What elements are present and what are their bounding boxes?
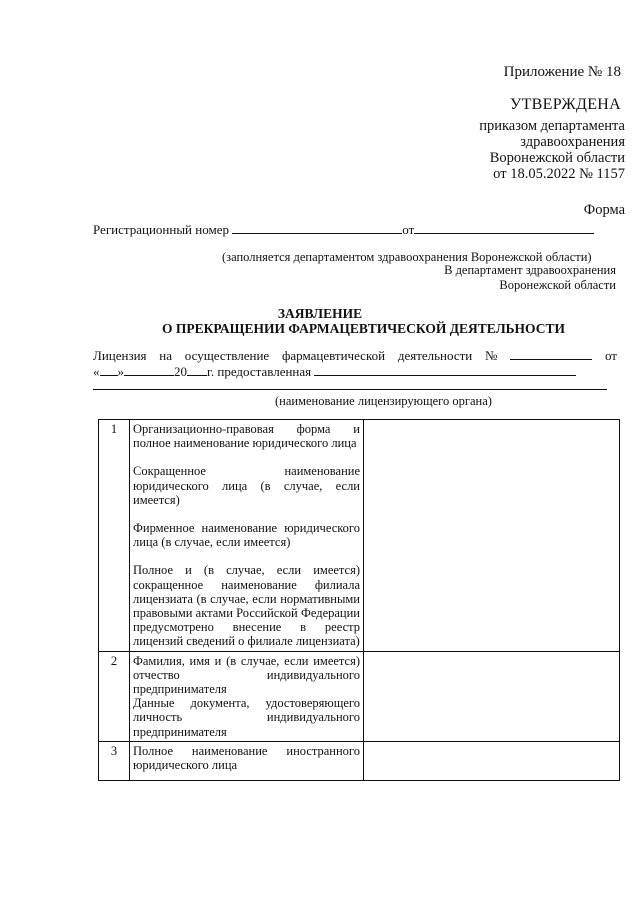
appendix-number: Приложение № 18 [503, 64, 621, 80]
row-paragraph: Полное и (в случае, если имеется) сокращенное наименование филиала лицензиата (в случае, если нормативными правовыми актами Российской Федерации предусмотрено внесение в реестр лицензий сведений о филиале лицензиата) [133, 563, 360, 649]
registration-from-label: от [402, 222, 415, 237]
row-value-cell[interactable] [364, 741, 620, 780]
fill-note: (заполняется департаментом здравоохранения Воронежской области) [222, 250, 592, 264]
date-close-quote: » [117, 364, 124, 379]
row-value-cell[interactable] [364, 420, 620, 652]
row-description [130, 420, 364, 652]
registration-number-field[interactable] [232, 222, 402, 234]
approved-heading: УТВЕРЖДЕНА [509, 96, 621, 113]
license-from-label: от [604, 348, 617, 363]
row-number: 1 [99, 420, 130, 652]
table-row [99, 420, 620, 652]
license-day-field[interactable] [100, 364, 118, 376]
row-value-cell[interactable] [364, 651, 620, 741]
license-line [93, 348, 617, 364]
year-prefix: 20 [174, 364, 187, 379]
registration-date-field[interactable] [414, 222, 594, 234]
row-paragraph: Фамилия, имя и (в случае, если имеется) отчество индивидуального предпринимателя [133, 653, 360, 697]
table-row [99, 741, 620, 780]
row-number: 3 [99, 741, 130, 780]
approval-line-3: Воронежской области [489, 150, 625, 166]
row-description [130, 651, 364, 741]
license-word: деятельности [397, 348, 473, 363]
row-paragraph: Организационно-правовая форма и полное наименование юридического лица [133, 422, 360, 451]
license-date-line [93, 364, 576, 380]
row-paragraph: Данные документа, удостоверяющего личность индивидуального предпринимателя [133, 696, 360, 739]
date-open-quote: « [93, 364, 100, 379]
license-number-field[interactable] [510, 348, 592, 360]
licensing-organ-line[interactable] [93, 389, 607, 390]
document-subtitle: О ПРЕКРАЩЕНИИ ФАРМАЦЕВТИЧЕСКОЙ ДЕЯТЕЛЬНОСТИ [162, 321, 565, 336]
recipient-line-2: Воронежской области [499, 278, 616, 292]
license-word: на [159, 348, 173, 363]
form-label: Форма [583, 202, 625, 218]
application-table [98, 419, 620, 781]
license-word: № [485, 348, 498, 363]
licensing-organ-field[interactable] [314, 364, 576, 376]
row-paragraph: Сокращенное наименование юридического лица (в случае, если имеется) [133, 464, 360, 507]
approval-line-4: от 18.05.2022 № 1157 [493, 166, 625, 182]
license-word: Лицензия [93, 348, 147, 363]
license-word: осуществление [184, 348, 270, 363]
approval-line-1: приказом департамента [479, 118, 625, 134]
row-paragraph: Полное наименование иностранного юридического лица [133, 743, 360, 773]
registration-label: Регистрационный номер [93, 222, 229, 237]
recipient-line-1: В департамент здравоохранения [444, 263, 616, 277]
licensing-organ-note: (наименование лицензирующего органа) [275, 394, 492, 408]
document-title: ЗАЯВЛЕНИЕ [277, 306, 363, 321]
row-paragraph: Фирменное наименование юридического лица (в случае, если имеется) [133, 521, 360, 550]
row-description [130, 741, 364, 780]
license-year-field[interactable] [187, 364, 207, 376]
year-suffix: г. предоставленная [207, 364, 312, 379]
row-number: 2 [99, 651, 130, 741]
registration-row [93, 222, 594, 238]
license-word: фармацевтической [281, 348, 386, 363]
license-month-field[interactable] [124, 364, 174, 376]
approval-line-2: здравоохранения [520, 134, 625, 150]
table-row [99, 651, 620, 741]
